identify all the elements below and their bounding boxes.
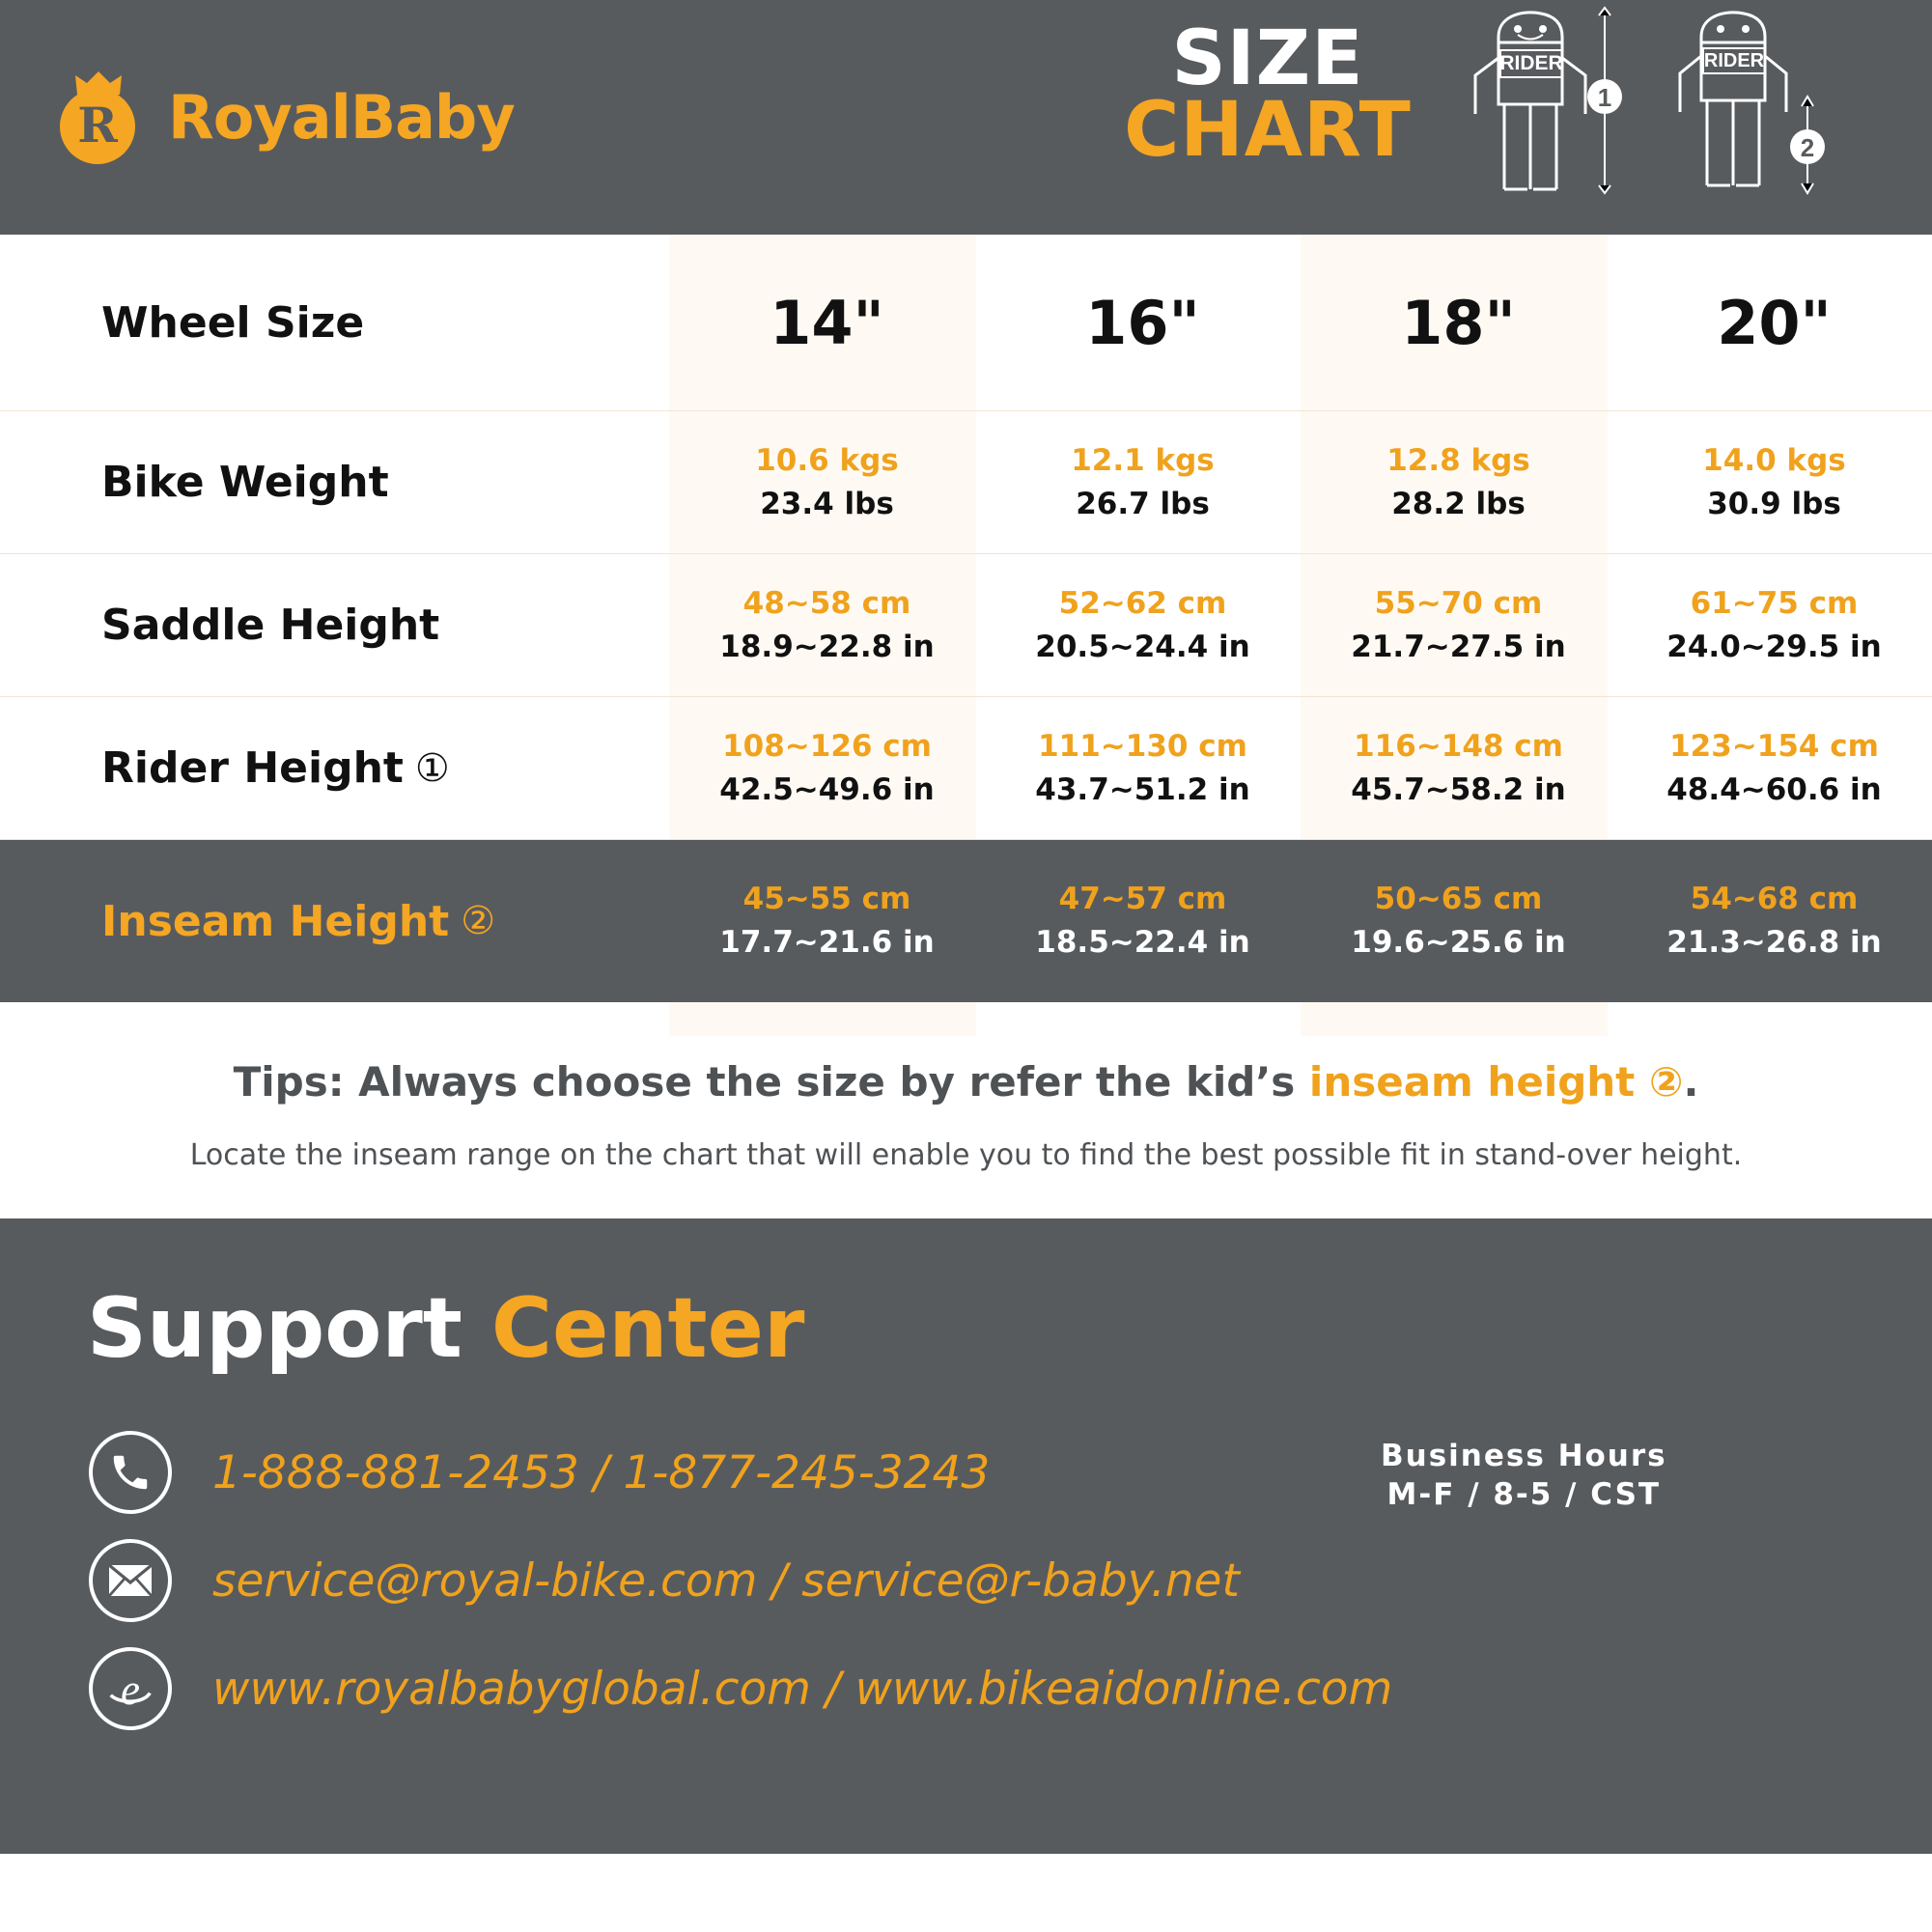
page-title xyxy=(1108,15,1427,174)
value-metric: 111~130 cm xyxy=(1038,728,1247,764)
value-imperial: 26.7 lbs xyxy=(1076,486,1210,521)
phone-numbers[interactable]: 1-888-881-2453 / 1-877-245-3243 xyxy=(212,1445,991,1499)
rider-height-16 xyxy=(985,697,1301,839)
tips-section xyxy=(0,1002,1932,1218)
bike-weight-18 xyxy=(1301,411,1616,553)
value-imperial: 18.5~22.4 in xyxy=(1035,925,1250,960)
email-addresses[interactable]: service@royal-bike.com / service@r-baby.net xyxy=(212,1554,1240,1608)
wheel-size-16: 16" xyxy=(1085,287,1200,358)
saddle-height-16 xyxy=(985,554,1301,696)
brand-name: RoyalBaby xyxy=(168,82,515,153)
saddle-height-20 xyxy=(1616,554,1932,696)
value-imperial: 17.7~21.6 in xyxy=(719,925,935,960)
value-imperial: 42.5~49.6 in xyxy=(719,771,935,807)
value-imperial: 30.9 lbs xyxy=(1707,486,1841,521)
business-hours-label: Business Hours xyxy=(1381,1439,1667,1473)
row-label-bike-weight xyxy=(0,411,669,553)
table-row-saddle-height xyxy=(0,554,1932,697)
rider-height-18 xyxy=(1301,697,1616,839)
value-imperial: 21.7~27.5 in xyxy=(1351,629,1566,664)
rider-height-20 xyxy=(1616,697,1932,839)
support-center-title xyxy=(87,1280,1932,1377)
brand-logo xyxy=(60,71,515,164)
envelope-glyph xyxy=(107,1557,154,1604)
value-metric: 48~58 cm xyxy=(742,585,911,621)
value-metric: 50~65 cm xyxy=(1374,882,1543,917)
value-imperial: 20.5~24.4 in xyxy=(1035,629,1250,664)
value-metric: 61~75 cm xyxy=(1690,585,1859,621)
business-hours-value: M-F / 8-5 / CST xyxy=(1386,1477,1662,1512)
row-label-wheel-size: Wheel Size xyxy=(101,297,365,348)
value-metric: 123~154 cm xyxy=(1669,728,1879,764)
inseam-height-16 xyxy=(985,840,1301,1002)
value-imperial: 21.3~26.8 in xyxy=(1666,925,1882,960)
contact-list xyxy=(0,1431,1932,1730)
rider-height-14 xyxy=(669,697,985,839)
value-metric: 10.6 kgs xyxy=(755,442,899,478)
svg-text:RIDER: RIDER xyxy=(1499,52,1563,74)
title-line-2: CHART xyxy=(1124,86,1412,174)
wheel-size-18: 18" xyxy=(1401,287,1516,358)
inseam-height-14 xyxy=(669,840,985,1002)
bike-weight-20 xyxy=(1616,411,1932,553)
contact-row-website xyxy=(0,1647,1932,1730)
value-metric: 116~148 cm xyxy=(1354,728,1563,764)
row-label-text: Saddle Height xyxy=(101,601,440,650)
value-metric: 47~57 cm xyxy=(1058,882,1227,917)
value-metric: 108~126 cm xyxy=(722,728,932,764)
business-hours xyxy=(1381,1439,1667,1512)
value-imperial: 28.2 lbs xyxy=(1391,486,1526,521)
row-label-saddle-height xyxy=(0,554,669,696)
svg-text:e: e xyxy=(121,1665,140,1714)
internet-explorer-icon xyxy=(89,1647,172,1730)
size-chart-table xyxy=(0,235,1932,1002)
email-icon xyxy=(89,1539,172,1622)
header-banner xyxy=(0,0,1932,235)
value-metric: 52~62 cm xyxy=(1058,585,1227,621)
row-label-text: Rider Height xyxy=(101,743,404,793)
rider-height-marker-icon: ① xyxy=(414,745,450,791)
value-imperial: 48.4~60.6 in xyxy=(1666,771,1882,807)
browser-glyph xyxy=(104,1663,156,1715)
row-label-text: Inseam Height xyxy=(101,896,450,946)
phone-icon xyxy=(89,1431,172,1514)
table-row-wheel-size xyxy=(0,235,1932,411)
contact-row-phone xyxy=(0,1431,1932,1514)
table-row-bike-weight xyxy=(0,411,1932,554)
saddle-height-18 xyxy=(1301,554,1616,696)
inseam-height-18 xyxy=(1301,840,1616,1002)
table-row-inseam-height xyxy=(0,840,1932,1002)
svg-text:RIDER: RIDER xyxy=(1703,50,1765,71)
wheel-size-20: 20" xyxy=(1717,287,1832,358)
inseam-height-20 xyxy=(1616,840,1932,1002)
support-title-word1: Support xyxy=(87,1280,462,1377)
value-imperial: 43.7~51.2 in xyxy=(1035,771,1250,807)
bike-weight-16 xyxy=(985,411,1301,553)
support-title-word2: Center xyxy=(490,1280,805,1377)
value-imperial: 23.4 lbs xyxy=(760,486,894,521)
bike-weight-14 xyxy=(669,411,985,553)
svg-text:1: 1 xyxy=(1597,83,1612,112)
website-urls[interactable]: www.royalbabyglobal.com / www.bikeaidonline.com xyxy=(212,1662,1393,1716)
value-metric: 12.8 kgs xyxy=(1386,442,1530,478)
value-imperial: 24.0~29.5 in xyxy=(1666,629,1882,664)
value-imperial: 45.7~58.2 in xyxy=(1351,771,1566,807)
table-row-rider-height xyxy=(0,697,1932,840)
contact-row-email xyxy=(0,1539,1932,1622)
tips-sub-text: Locate the inseam range on the chart that will enable you to find the best possible fit in stand-over height. xyxy=(189,1138,1743,1172)
value-metric: 12.1 kgs xyxy=(1071,442,1215,478)
support-center-section xyxy=(0,1218,1932,1854)
logo-letter: R xyxy=(77,96,118,154)
value-metric: 14.0 kgs xyxy=(1702,442,1846,478)
tips-main-text xyxy=(0,1058,1932,1106)
wheel-size-14: 14" xyxy=(770,287,884,358)
saddle-height-14 xyxy=(669,554,985,696)
row-label-inseam-height xyxy=(0,840,669,1002)
tips-main-suffix: . xyxy=(1683,1058,1699,1106)
phone-glyph xyxy=(108,1450,153,1495)
rider-figures-illustration xyxy=(1448,0,1902,235)
row-label-text: Bike Weight xyxy=(101,458,389,507)
value-metric: 54~68 cm xyxy=(1690,882,1859,917)
royalbaby-logo-icon xyxy=(60,71,153,164)
value-imperial: 18.9~22.8 in xyxy=(719,629,935,664)
svg-text:2: 2 xyxy=(1800,133,1815,162)
value-metric: 45~55 cm xyxy=(742,882,911,917)
inseam-height-marker-icon: ② xyxy=(461,899,496,943)
logo-circle xyxy=(60,89,135,164)
tips-main-prefix: Tips: Always choose the size by refer the kid’s xyxy=(233,1058,1309,1106)
value-imperial: 19.6~25.6 in xyxy=(1351,925,1566,960)
row-label-rider-height xyxy=(0,697,669,839)
value-metric: 55~70 cm xyxy=(1374,585,1543,621)
tips-main-highlight: inseam height ② xyxy=(1308,1058,1684,1106)
title-line-1: SIZE xyxy=(1171,15,1364,102)
